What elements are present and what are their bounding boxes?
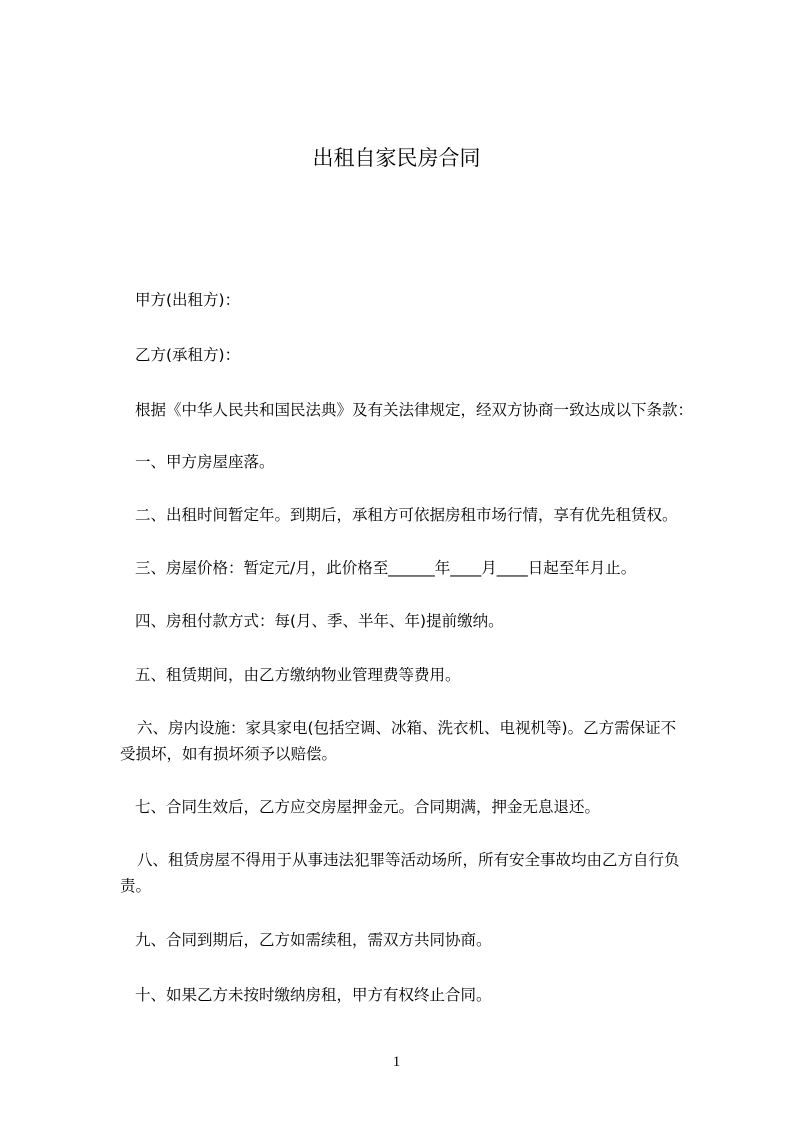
clause-6: [120, 715, 720, 767]
clause-8-line-2: 责。: [120, 877, 152, 895]
party-a-line: 甲方(出租方)：: [135, 291, 241, 309]
clause-8-line-1: 八、租赁房屋不得用于从事违法犯罪等活动场所，所有安全事故均由乙方自行负: [137, 851, 680, 869]
clause-2: 二、出租时间暂定年。到期后，承租方可依据房租市场行情，享有优先租赁权。: [135, 506, 678, 524]
clause-4: 四、房租付款方式：每(月、季、半年、年)提前缴纳。: [135, 612, 504, 630]
party-b-line: 乙方(承租方)：: [135, 346, 241, 364]
preamble: 根据《中华人民共和国民法典》及有关法律规定，经双方协商一致达成以下条款：: [135, 401, 694, 419]
clause-10: 十、如果乙方未按时缴纳房租，甲方有权终止合同。: [135, 986, 492, 1004]
clause-8: [120, 847, 720, 899]
clause-1: 一、甲方房屋座落。: [135, 453, 275, 471]
clause-6-line-2: 受损坏，如有损坏须予以赔偿。: [120, 745, 338, 763]
clause-7: 七、合同生效后，乙方应交房屋押金元。合同期满，押金无息退还。: [135, 798, 601, 816]
clause-6-line-1: 六、房内设施：家具家电(包括空调、冰箱、洗衣机、电视机等)。乙方需保证不: [137, 719, 677, 737]
page-number: 1: [392, 1054, 401, 1070]
clause-5: 五、租赁期间，由乙方缴纳物业管理费等费用。: [135, 666, 461, 684]
clause-3: 三、房屋价格：暂定元/月，此价格至______年____月____日起至年月止。: [135, 559, 637, 577]
document-title: 出租自家民房合同: [312, 146, 481, 170]
clause-9: 九、合同到期后，乙方如需续租，需双方共同协商。: [135, 931, 492, 949]
